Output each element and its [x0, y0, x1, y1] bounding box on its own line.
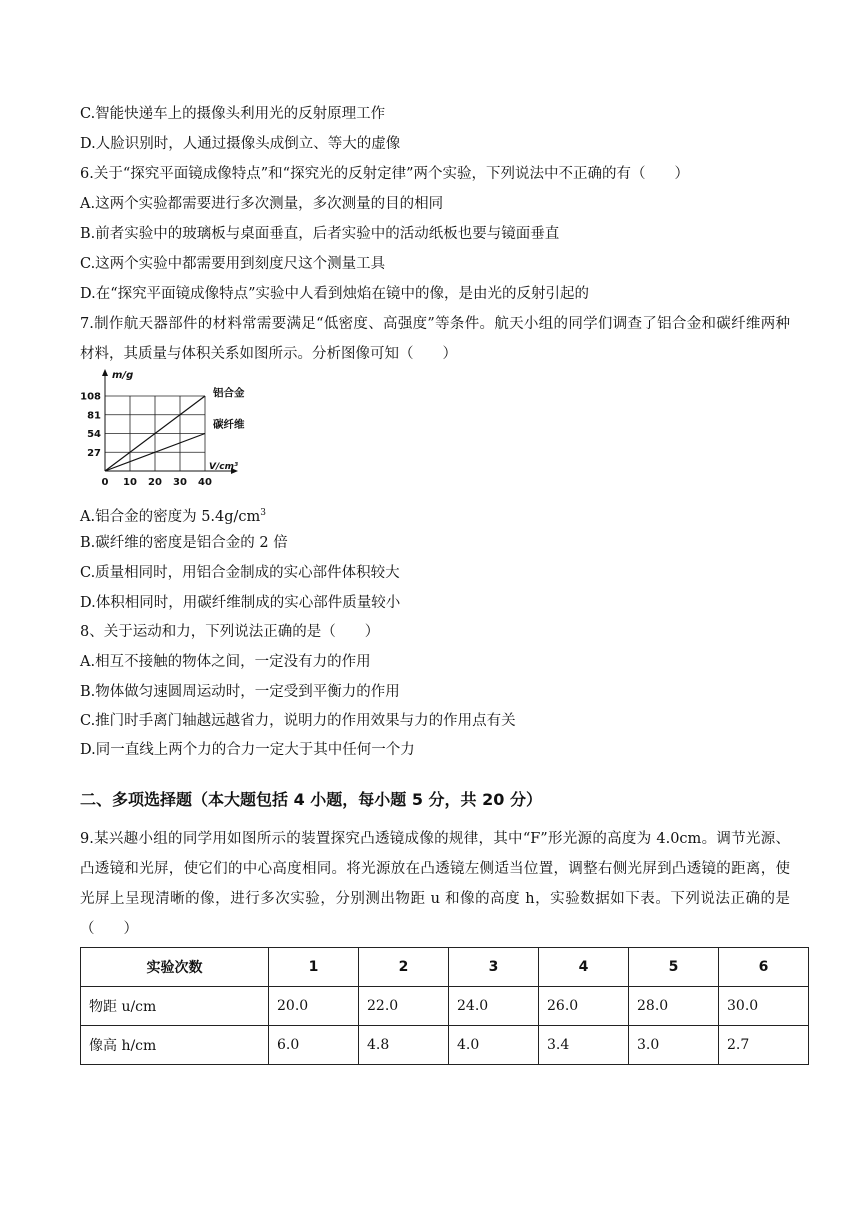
table-cell: 20.0: [269, 987, 359, 1026]
y-tick-label: 54: [87, 429, 101, 440]
q7-option-b: B.碳纤维的密度是铝合金的 2 倍: [80, 535, 288, 551]
table-header-cell: 实验次数: [81, 948, 269, 987]
table-header-cell: 4: [539, 948, 629, 987]
table-cell: 22.0: [359, 987, 449, 1026]
q6-option-a: A.这两个实验都需要进行多次测量，多次测量的目的相同: [80, 196, 444, 212]
q8-stem: 8、关于运动和力，下列说法正确的是（ ）: [80, 624, 380, 640]
table-cell: 3.0: [629, 1026, 719, 1065]
q8-option-c: C.推门时手离门轴越远越省力，说明力的作用效果与力的作用点有关: [80, 713, 516, 729]
table-cell: 4.0: [449, 1026, 539, 1065]
q6-option-c: C.这两个实验中都需要用到刻度尺这个测量工具: [80, 256, 386, 272]
q5-option-c: C.智能快递车上的摄像头利用光的反射原理工作: [80, 106, 386, 122]
table-cell: 像高 h/cm: [81, 1026, 269, 1065]
x-tick-label: 40: [198, 477, 212, 488]
table-cell: 物距 u/cm: [81, 987, 269, 1026]
q8-option-a: A.相互不接触的物体之间，一定没有力的作用: [80, 654, 371, 670]
table-cell: 24.0: [449, 987, 539, 1026]
q8-option-d: D.同一直线上两个力的合力一定大于其中任何一个力: [80, 742, 415, 758]
table-header-cell: 2: [359, 948, 449, 987]
q5-option-d: D.人脸识别时，人通过摄像头成倒立、等大的虚像: [80, 136, 401, 152]
q7-option-c: C.质量相同时，用铝合金制成的实心部件体积较大: [80, 565, 400, 581]
table-cell: 26.0: [539, 987, 629, 1026]
y-tick-label: 108: [80, 391, 101, 403]
table-cell: 30.0: [719, 987, 809, 1026]
q7-option-a-text: A.铝合金的密度为 5.4g/cm: [80, 508, 261, 525]
x-tick-label: 30: [173, 477, 187, 488]
table-cell: 6.0: [269, 1026, 359, 1065]
table-cell: 3.4: [539, 1026, 629, 1065]
y-axis-arrow: [102, 369, 108, 376]
table-cell: 4.8: [359, 1026, 449, 1065]
table-header-cell: 1: [269, 948, 359, 987]
table-row: [81, 987, 809, 1026]
series-name-label: 铝合金: [213, 387, 245, 399]
y-axis-label: m/g: [112, 370, 134, 381]
q9-data-table: [80, 947, 809, 1065]
x-tick-label: 0: [101, 477, 109, 488]
q6-stem: 6.关于“探究平面镜成像特点”和“探究光的反射定律”两个实验，下列说法中不正确的有（ ）: [80, 166, 689, 182]
q6-option-b: B.前者实验中的玻璃板与桌面垂直，后者实验中的活动纸板也要与镜面垂直: [80, 226, 560, 242]
y-tick-label: 81: [87, 410, 101, 422]
section-2-title: 二、多项选择题（本大题包括 4 小题，每小题 5 分，共 20 分）: [80, 790, 542, 809]
series-name-label: 碳纤维: [213, 418, 245, 431]
q7-option-a: [80, 503, 266, 527]
table-cell: 28.0: [629, 987, 719, 1026]
table-header-row: [81, 948, 809, 987]
y-tick-label: 27: [87, 447, 101, 459]
q9-stem: 9.某兴趣小组的同学用如图所示的装置探究凸透镜成像的规律，其中“F”形光源的高度为 4.0cm。调节光源、凸透镜和光屏，使它们的中心高度相同。将光源放在凸透镜左侧适当位置，调整右侧光屏到凸透镜的距离，使光屏上呈现清晰的像，进行多次实验，分别测出物距 u 和像的高度 h，实验数据如下表。下列说法正确的是（ ）: [80, 831, 790, 937]
q7-option-a-exponent: 3: [260, 508, 267, 518]
q7-stem: 7.制作航天器部件的材料常需要满足“低密度、高强度”等条件。航天小组的同学们调查了铝合金和碳纤维两种材料，其质量与体积关系如图所示。分析图像可知（ ）: [80, 316, 790, 362]
table-header-cell: 5: [629, 948, 719, 987]
table-row: [81, 1026, 809, 1065]
mass-volume-graph: [60, 366, 260, 491]
q7-option-d: D.体积相同时，用碳纤维制成的实心部件质量较小: [80, 595, 401, 611]
table-header-cell: 3: [449, 948, 539, 987]
q6-option-d: D.在“探究平面镜成像特点”实验中人看到烛焰在镜中的像，是由光的反射引起的: [80, 286, 590, 302]
x-axis-label: V/cm³: [209, 462, 238, 472]
q8-option-b: B.物体做匀速圆周运动时，一定受到平衡力的作用: [80, 684, 400, 700]
table-header-cell: 6: [719, 948, 809, 987]
x-tick-label: 20: [148, 477, 162, 488]
table-cell: 2.7: [719, 1026, 809, 1065]
x-tick-label: 10: [123, 477, 137, 488]
